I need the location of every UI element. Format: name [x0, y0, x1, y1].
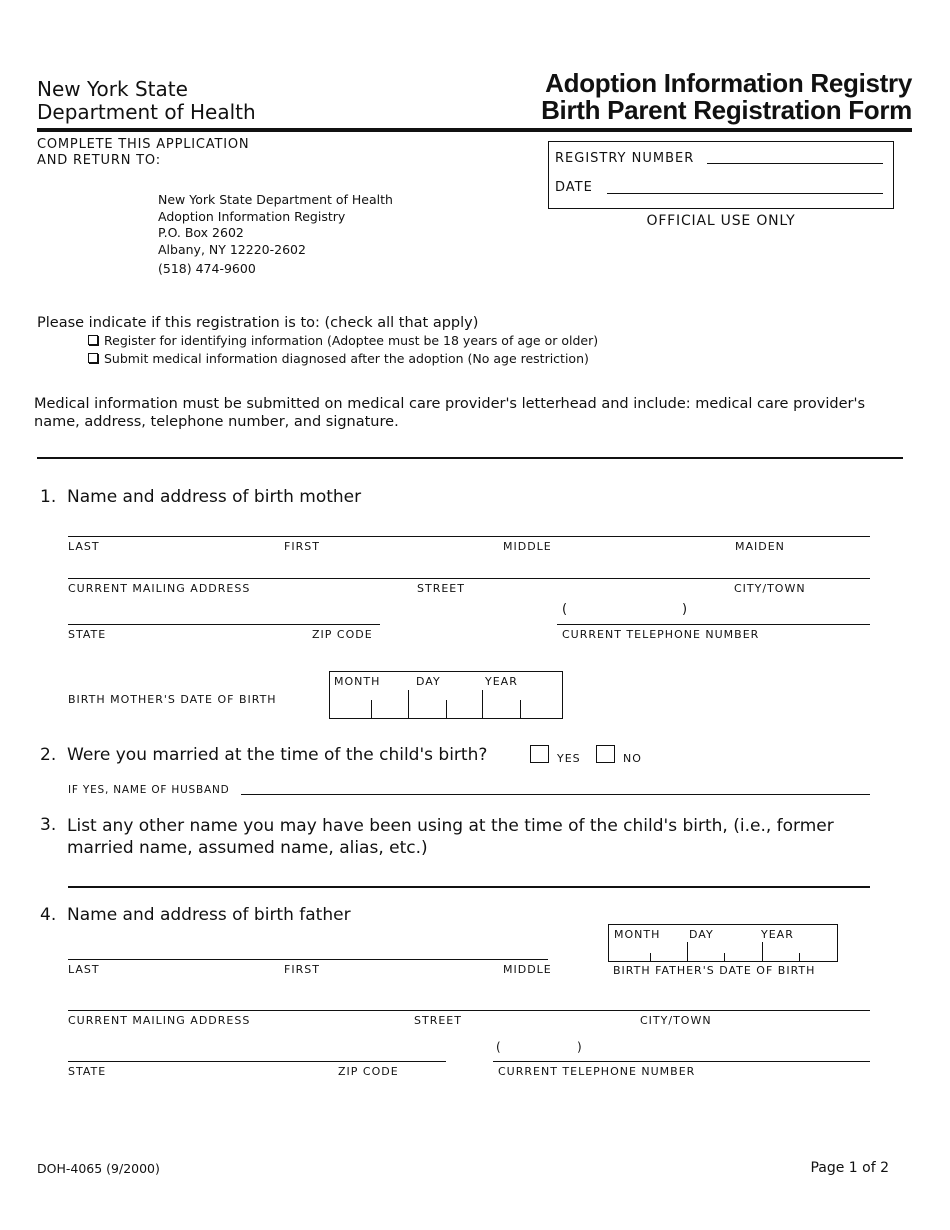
date-divider	[520, 700, 521, 718]
date-divider	[724, 953, 725, 961]
return-to-label: COMPLETE THIS APPLICATION AND RETURN TO:	[37, 137, 250, 168]
street-label: STREET	[417, 582, 465, 595]
mailing-address-label: CURRENT MAILING ADDRESS	[68, 1014, 251, 1027]
registration-prompt: Please indicate if this registration is to: (check all that apply)	[37, 315, 479, 331]
father-address-field[interactable]	[68, 1010, 870, 1011]
father-dob-field[interactable]	[608, 924, 838, 962]
maiden-label: MAIDEN	[735, 540, 785, 553]
last-label: LAST	[68, 540, 100, 553]
section-divider	[37, 457, 903, 459]
year-label: YEAR	[761, 928, 794, 941]
q2-title: Were you married at the time of the child's birth?	[67, 745, 488, 765]
date-divider	[650, 953, 651, 961]
first-label: FIRST	[284, 963, 320, 976]
header-rule	[37, 128, 912, 132]
registry-number-label: REGISTRY NUMBER	[555, 151, 695, 166]
middle-label: MIDDLE	[503, 540, 552, 553]
checkbox-medical-info[interactable]	[88, 353, 98, 363]
husband-label: IF YES, NAME OF HUSBAND	[68, 784, 230, 796]
q3-title: List any other name you may have been using at the time of the child's birth, (i.e., former married name, assumed name, alias, etc.)	[67, 816, 834, 858]
middle-label: MIDDLE	[503, 963, 552, 976]
father-name-field[interactable]	[68, 959, 548, 960]
phone-paren-open: (	[496, 1040, 501, 1054]
date-divider	[762, 942, 763, 961]
first-label: FIRST	[284, 540, 320, 553]
official-use-caption: OFFICIAL USE ONLY	[646, 213, 796, 229]
form-title	[541, 70, 912, 124]
mother-name-field[interactable]	[68, 536, 870, 537]
form-title-line-1: Adoption Information Registry	[545, 68, 912, 98]
official-use-box	[548, 141, 894, 209]
option-identifying-info[interactable]: Register for identifying information (Adoptee must be 18 years of age or older)	[88, 333, 598, 348]
city-label: CITY/TOWN	[640, 1014, 712, 1027]
q2-number: 2.	[40, 745, 57, 765]
date-divider	[446, 700, 447, 718]
address-line: New York State Department of Health	[158, 192, 393, 207]
yes-label: YES	[557, 752, 581, 765]
date-divider	[799, 953, 800, 961]
no-label: NO	[623, 752, 642, 765]
zip-label: ZIP CODE	[312, 628, 373, 641]
option-medical-info[interactable]: Submit medical information diagnosed after the adoption (No age restriction)	[88, 351, 589, 366]
phone-label: CURRENT TELEPHONE NUMBER	[562, 628, 760, 641]
mother-state-zip-field[interactable]	[68, 624, 380, 625]
agency-name	[37, 78, 256, 124]
state-label: STATE	[68, 628, 107, 641]
month-label: MONTH	[334, 675, 381, 688]
phone-number: (518) 474-9600	[158, 261, 256, 276]
medical-note: Medical information must be submitted on medical care provider's letterhead and include: medical care provider's name, address, telephone number, and signature.	[34, 396, 866, 430]
husband-name-field[interactable]	[241, 794, 870, 795]
married-no-checkbox[interactable]	[596, 745, 615, 763]
q1-title: Name and address of birth mother	[67, 487, 362, 507]
phone-paren-close: )	[577, 1040, 582, 1054]
zip-label: ZIP CODE	[338, 1065, 399, 1078]
mother-dob-field[interactable]	[329, 671, 563, 719]
address-line: Albany, NY 12220-2602	[158, 241, 306, 257]
mother-phone-field[interactable]	[557, 624, 870, 625]
mailing-address-label: CURRENT MAILING ADDRESS	[68, 582, 251, 595]
agency-line-1: New York State	[37, 77, 188, 101]
father-state-zip-field[interactable]	[68, 1061, 446, 1062]
phone-paren-open: (	[562, 602, 568, 617]
phone-label: CURRENT TELEPHONE NUMBER	[498, 1065, 696, 1078]
date-divider	[687, 942, 688, 961]
form-id: DOH-4065 (9/2000)	[37, 1161, 160, 1176]
city-label: CITY/TOWN	[734, 582, 806, 595]
official-date-field[interactable]	[607, 193, 883, 194]
date-divider	[371, 700, 372, 718]
phone-paren-close: )	[682, 602, 688, 617]
last-label: LAST	[68, 963, 100, 976]
state-label: STATE	[68, 1065, 107, 1078]
date-label: DATE	[555, 180, 593, 195]
date-divider	[408, 690, 409, 718]
day-label: DAY	[689, 928, 714, 941]
agency-line-2: Department of Health	[37, 100, 256, 124]
date-divider	[482, 690, 483, 718]
checkbox-identifying-info[interactable]	[88, 335, 98, 345]
q4-number: 4.	[40, 905, 57, 925]
q1-number: 1.	[40, 487, 57, 507]
registry-number-field[interactable]	[707, 163, 883, 164]
form-title-line-2: Birth Parent Registration Form	[541, 95, 912, 125]
married-yes-checkbox[interactable]	[530, 745, 549, 763]
street-label: STREET	[414, 1014, 462, 1027]
other-names-field[interactable]	[68, 886, 870, 888]
address-line: P.O. Box 2602	[158, 225, 244, 240]
return-address	[158, 192, 393, 278]
year-label: YEAR	[485, 675, 518, 688]
mother-address-field[interactable]	[68, 578, 870, 579]
month-label: MONTH	[614, 928, 661, 941]
q3-number: 3.	[40, 815, 57, 835]
father-phone-field[interactable]	[493, 1061, 870, 1062]
page-number: Page 1 of 2	[810, 1160, 889, 1176]
q4-title: Name and address of birth father	[67, 905, 351, 925]
day-label: DAY	[416, 675, 441, 688]
father-dob-label: BIRTH FATHER'S DATE OF BIRTH	[613, 964, 816, 977]
mother-dob-label: BIRTH MOTHER'S DATE OF BIRTH	[68, 693, 277, 706]
address-line: Adoption Information Registry	[158, 208, 346, 224]
